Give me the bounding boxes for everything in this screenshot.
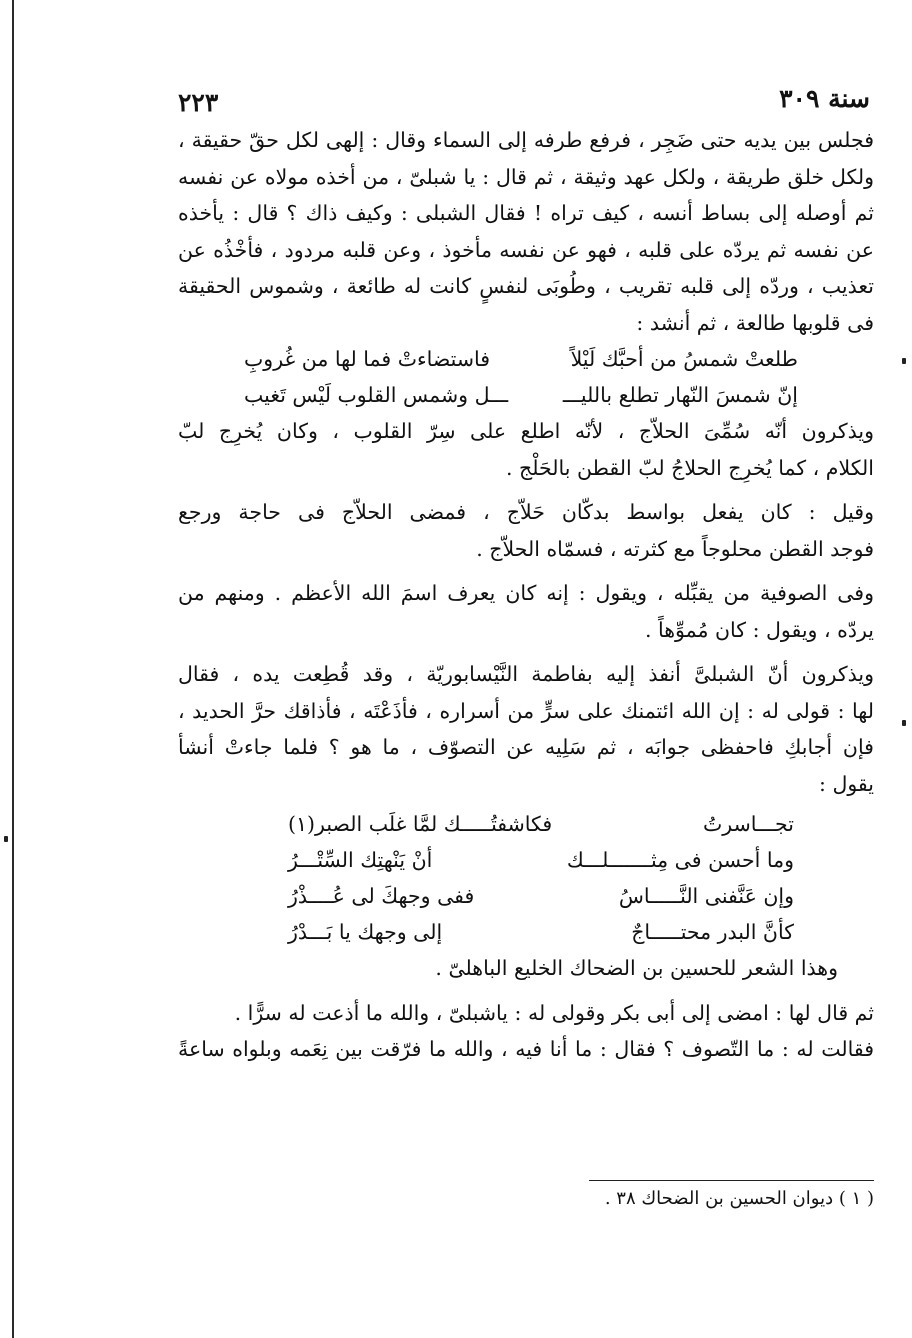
footnote: ( ١ ) ديوان الحسين بن الضحاك ٣٨ . bbox=[604, 1188, 874, 1209]
verse-hemistich-first: تجـــاسرتُ bbox=[703, 812, 794, 836]
main-text bbox=[178, 122, 874, 1068]
text-line: فجلس بين يديه حتى ضَجِر ، فرفع طرفه إلى السماء وقال : إلهى لكل حقّ حقيقة ، bbox=[178, 128, 874, 152]
edge-mark bbox=[902, 358, 906, 364]
text-line: الكلام ، كما يُخرِج الحلاجُ لبّ القطن بالحَلْج . bbox=[506, 455, 874, 480]
footnote-rule bbox=[589, 1180, 874, 1181]
verse-hemistich-second: فكاشفتُـــــك لمَّا غلَب الصبر(١) bbox=[288, 812, 553, 836]
verse-hemistich-first: وإن عَنَّفنى النَّـــــاسُ bbox=[618, 884, 794, 908]
text-line: وفى الصوفية من يقبِّله ، ويقول : إنه كان يعرف اسمَ الله الأعظم . ومنهم من bbox=[178, 581, 874, 605]
verse-hemistich-second: أنْ يَنْهتِك السِّتْـــرُ bbox=[288, 848, 433, 872]
text-line: فوجد القطن محلوجاً مع كثرته ، فسمّاه الحلاّج . bbox=[476, 536, 874, 561]
verse-line bbox=[288, 806, 794, 842]
verse-line bbox=[288, 914, 794, 950]
text-line: ويذكرون أنّ الشبلىَّ أنفذ إليه بفاطمة النَّيْسابوريّة ، وقد قُطِعت يده ، فقال bbox=[178, 662, 874, 686]
page-header bbox=[178, 84, 870, 116]
text-line: تعذيب ، وردّه إلى قلبه تقريب ، وطُوبَى لنفسٍ كانت له طائعة ، وشموس الحقيقة bbox=[178, 274, 874, 298]
text-line: ثم قال لها : امضى إلى أبى بكر وقولى له : ياشبلىّ ، والله ما أذعت له سرًّا . bbox=[234, 1000, 874, 1025]
verse-hemistich-first: كأنَّ البدر محتـــــاجٌ bbox=[631, 920, 794, 944]
verse-line bbox=[244, 341, 798, 377]
text-line: يردّه ، ويقول : كان مُموِّهاً . bbox=[644, 617, 874, 642]
verse-line bbox=[288, 842, 794, 878]
edge-mark bbox=[4, 836, 8, 842]
text-line: يقول : bbox=[819, 771, 874, 796]
text-line: لها : قولى له : إن الله ائتمنك على سرٍّ من أسراره ، فأذَعْتَه ، فأذاقك حرَّ الحديد ، bbox=[178, 698, 874, 723]
edge-mark bbox=[902, 720, 906, 726]
verse-hemistich-first: إنّ شمسَ النّهار تطلع بالليـــ bbox=[562, 383, 798, 407]
text-line: ولكل خلق طريقة ، ولكل عهد وثيقة ، ثم قال : يا شبلىّ ، من أخذه مولاه عن نفسه bbox=[178, 164, 874, 189]
text-line: فى قلوبها طالعة ، ثم أنشد : bbox=[636, 310, 874, 335]
verse-line bbox=[288, 878, 794, 914]
page-edge-line bbox=[12, 0, 14, 1338]
verse-hemistich-first: وما أحسن فى مِثـــــــلـــك bbox=[566, 848, 794, 872]
verse-block-1 bbox=[178, 341, 874, 413]
text-line: ويذكرون أنّه سُمِّىَ الحلاّج ، لأنّه اطلع على سِرّ القلوب ، وكان يُخرِج لبّ bbox=[178, 419, 874, 443]
verse-hemistich-second: فاستضاءتْ فما لها من غُروبِ bbox=[244, 347, 491, 371]
text-line: عن نفسه ثم يردّه على قلبه ، فهو عن نفسه مأخوذ ، وعن قلبه مردود ، فأخْذُه عن bbox=[178, 237, 874, 262]
verse-hemistich-second: إلى وجهك يا بَـــدْرُ bbox=[288, 920, 443, 944]
text-line: ثم أوصله إلى بساط أنسه ، كيف تراه ! فقال الشبلى : وكيف ذاك ؟ قال : يأخذه bbox=[178, 201, 874, 225]
text-line: فقالت له : ما التّصوف ؟ فقال : ما أنا فيه ، والله ما فرّقت بين نِعَمه وبلواه ساعةً bbox=[178, 1037, 874, 1061]
text-line: فإن أجابكِ فاحفظى جوابَه ، ثم سَلِيه عن التصوّف ، ما هو ؟ فلما جاءتْ أنشأ bbox=[178, 735, 874, 759]
verse-hemistich-first: طلعتْ شمسُ من أحبَّك لَيْلاً bbox=[570, 347, 798, 371]
page-number: ٢٢٣ bbox=[178, 88, 219, 117]
verse-attribution: وهذا الشعر للحسين بن الضحاك الخليع الباهلىّ . bbox=[435, 956, 838, 980]
verse-hemistich-second: ففى وجهكَ لى عُــــذْرُ bbox=[288, 884, 475, 908]
verse-line bbox=[244, 377, 798, 413]
text-line: وقيل : كان يفعل بواسط بدكّان حَلاّج ، فمضى الحلاّج فى حاجة ورجع bbox=[178, 500, 874, 524]
verse-block-2 bbox=[178, 802, 874, 950]
verse-hemistich-second: ـــل وشمس القلوب لَيْس تَغيب bbox=[244, 383, 509, 407]
header-year: سنة ٣٠٩ bbox=[779, 84, 870, 113]
